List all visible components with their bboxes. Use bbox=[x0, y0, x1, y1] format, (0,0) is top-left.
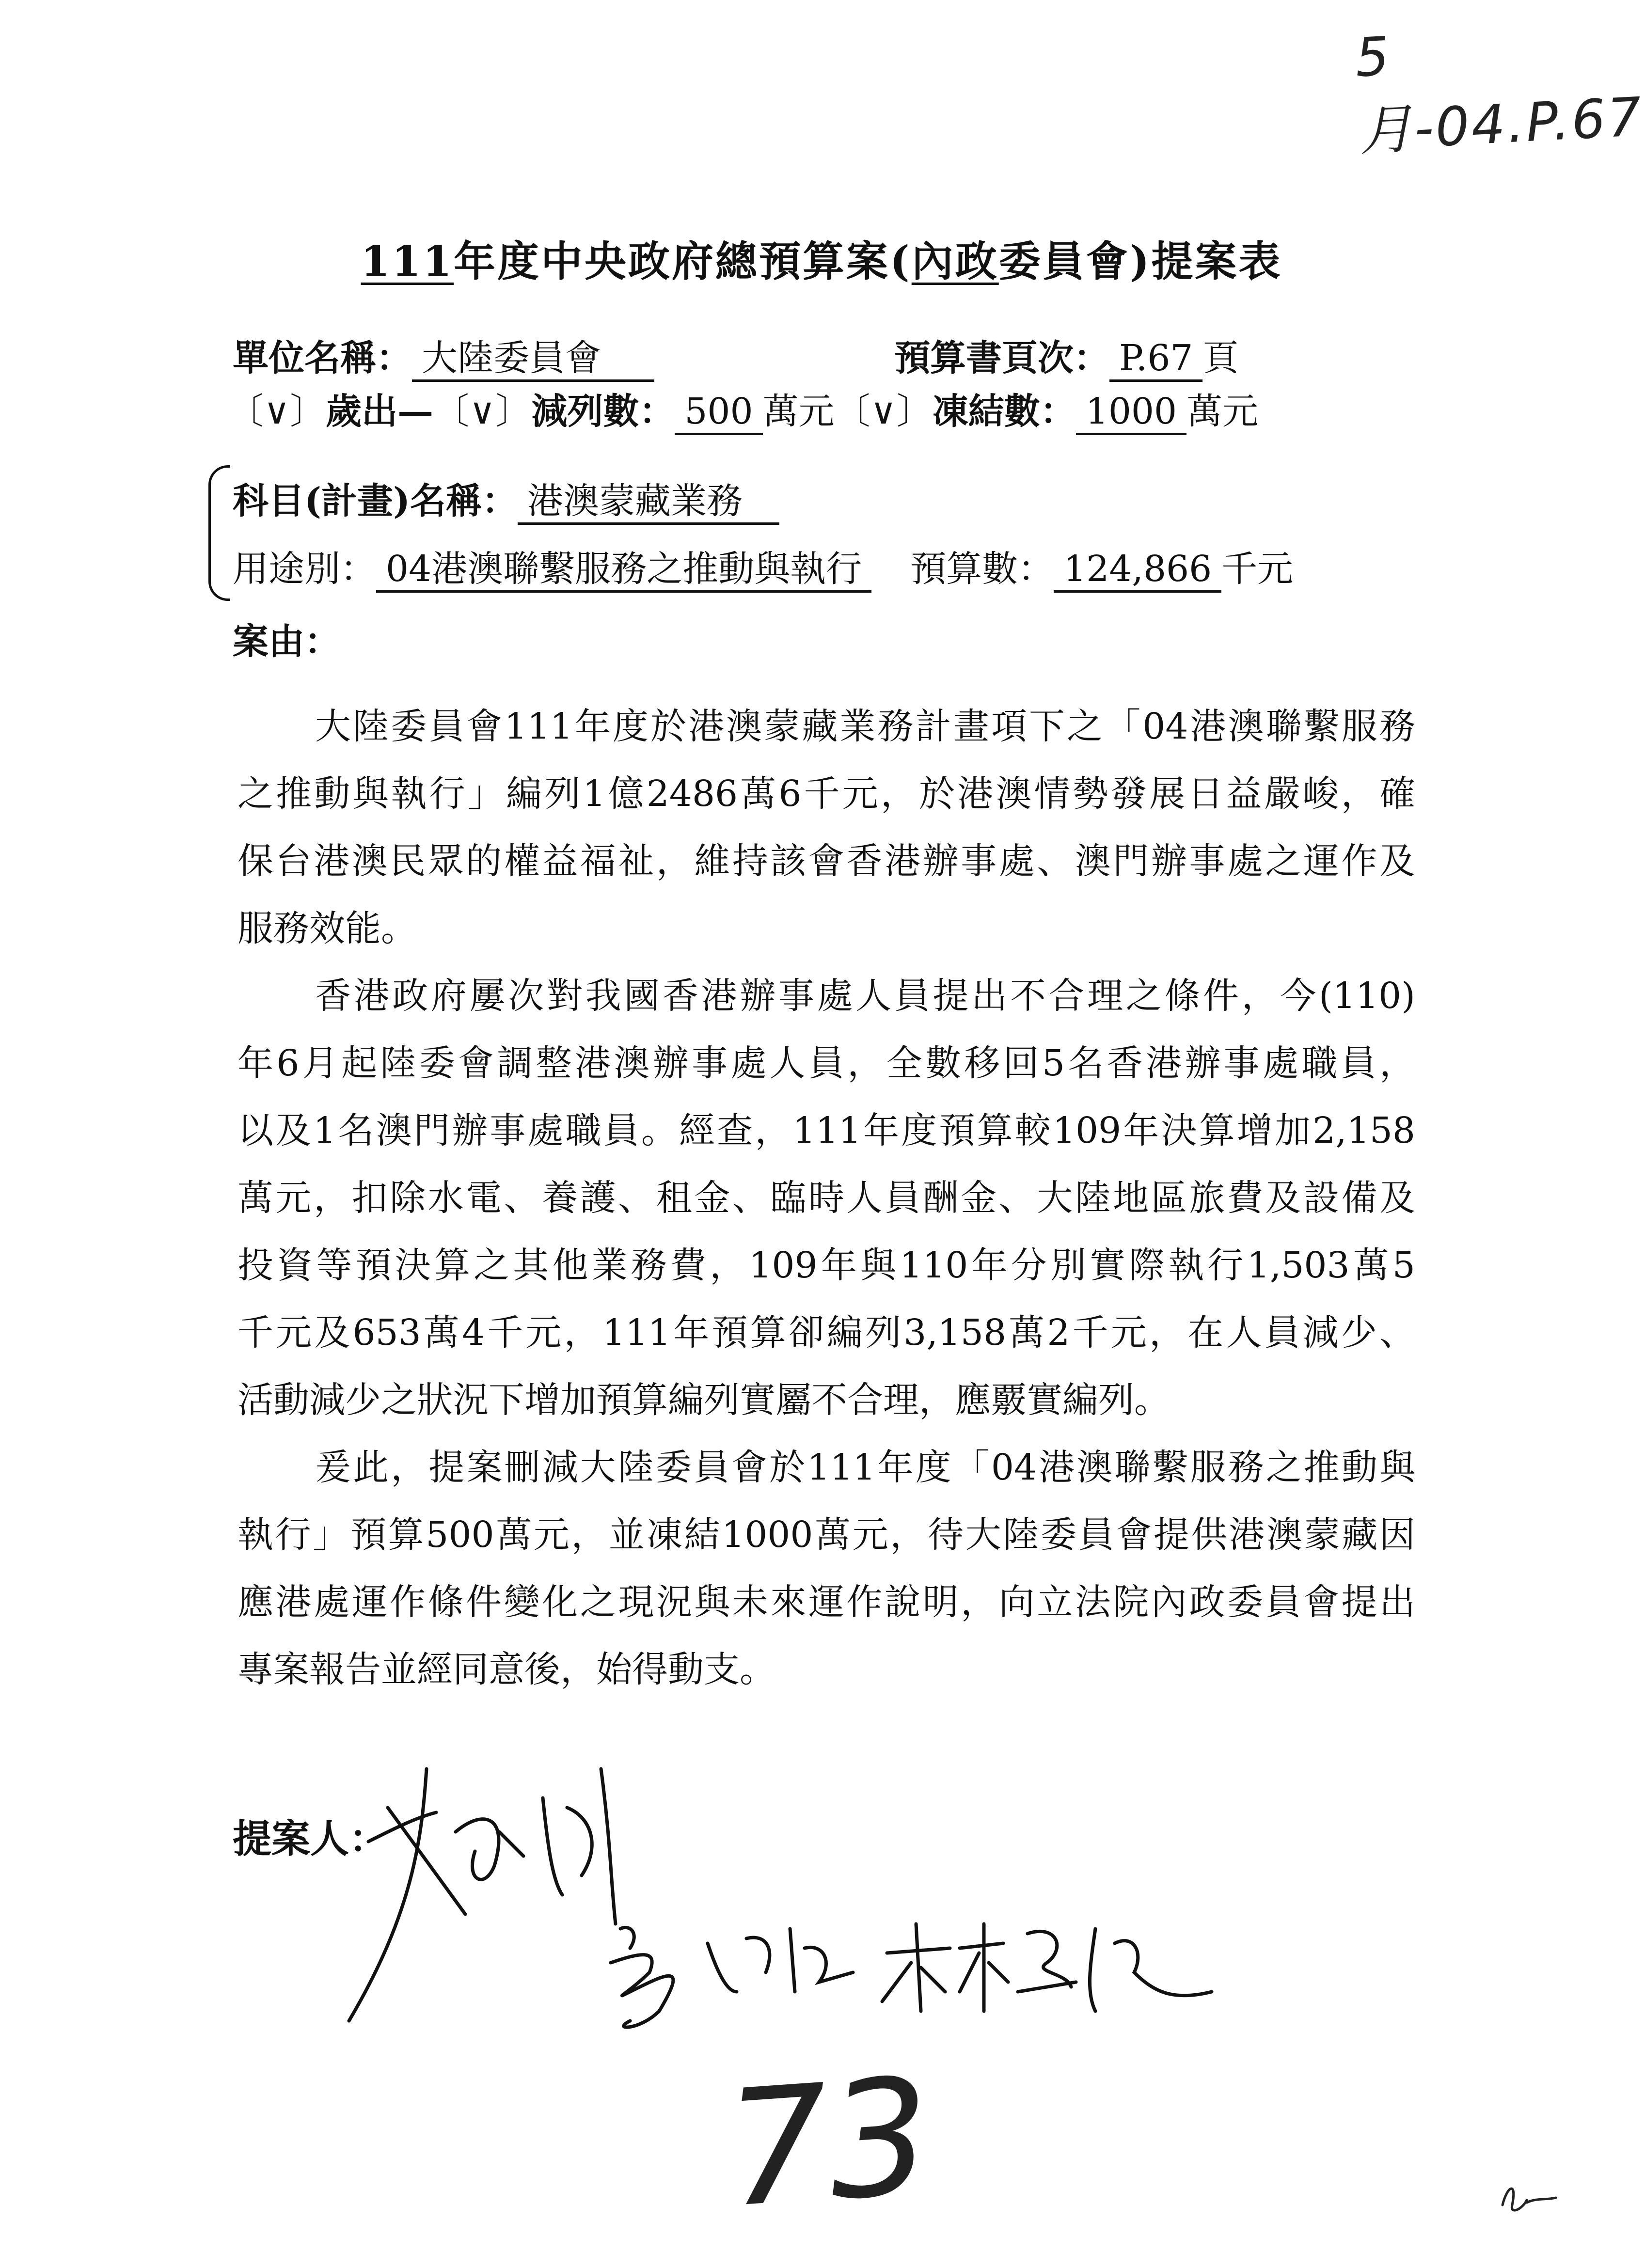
freeze-label: 凍結數： bbox=[932, 391, 1076, 432]
paragraph-line: 大陸委員會111年度於港澳蒙藏業務計畫項下之「04港澳聯繫服務 bbox=[315, 706, 1415, 747]
subject-value: 港澳蒙藏業務 bbox=[518, 483, 779, 525]
paragraph-line: 萬元，扣除水電、養護、租金、臨時人員酬金、大陸地區旅費及設備及 bbox=[237, 1177, 1415, 1219]
proposer-label: 提案人： bbox=[233, 1816, 388, 1861]
freeze-checkbox: 〔∨〕 bbox=[834, 391, 933, 432]
handwritten-page-note: 5月-04.P.67 bbox=[1353, 25, 1645, 163]
paragraph-line: 活動減少之狀況下增加預算編列實屬不合理，應覈實編列。 bbox=[237, 1379, 1170, 1421]
paragraph-line: 以及1名澳門辦事處職員。經查，111年度預算較109年決算增加2,158 bbox=[237, 1110, 1415, 1151]
title-committee: 內政 bbox=[911, 237, 999, 286]
budget-amount-label: 預算數： bbox=[910, 548, 1054, 590]
paragraph-line: 之推動與執行」編列1億2486萬6千元，於港澳情勢發展日益嚴峻，確 bbox=[237, 773, 1415, 815]
signature-3 bbox=[882, 1924, 1212, 2011]
signature-1 bbox=[349, 1769, 616, 2021]
budget-page-row bbox=[894, 330, 1238, 382]
budget-page-label: 預算書頁次： bbox=[894, 337, 1109, 379]
usage-label: 用途別： bbox=[233, 548, 376, 590]
paragraph-line: 年6月起陸委會調整港澳辦事處人員，全數移回5名香港辦事處職員， bbox=[237, 1042, 1415, 1084]
budget-page-value: P.67 bbox=[1109, 340, 1202, 382]
page-title bbox=[0, 228, 1643, 288]
usage-row bbox=[233, 540, 1293, 593]
title-year: 111 bbox=[361, 237, 454, 286]
subject-label: 科目(計畫)名稱： bbox=[233, 480, 518, 522]
paragraph-line: 保台港澳民眾的權益福祉，維持該會香港辦事處、澳門辦事處之運作及 bbox=[237, 840, 1415, 882]
handwritten-initial-mark bbox=[1493, 2176, 1566, 2220]
paragraph-line: 千元及653萬4千元，111年預算卻編列3,158萬2千元，在人員減少、 bbox=[237, 1312, 1415, 1354]
expense-label: 歲出— bbox=[326, 391, 434, 432]
expense-checkbox: 〔∨〕 bbox=[228, 391, 326, 432]
subject-row bbox=[233, 472, 779, 525]
cut-value: 500 bbox=[675, 393, 762, 435]
title-text: 年度中央政府總預算案( bbox=[454, 237, 912, 286]
signature-2 bbox=[611, 1927, 853, 2027]
cut-label: 減列數： bbox=[531, 391, 675, 432]
cut-checkbox: 〔∨〕 bbox=[433, 391, 532, 432]
freeze-unit: 萬元 bbox=[1186, 391, 1259, 432]
budget-page-suffix: 頁 bbox=[1202, 337, 1239, 379]
handwritten-number: 73 bbox=[721, 2043, 937, 2243]
unit-name-value: 大陸委員會 bbox=[412, 340, 654, 382]
paragraph-line: 專案報告並經同意後，始得動支。 bbox=[237, 1649, 775, 1690]
title-text-end: 委員會)提案表 bbox=[998, 237, 1282, 286]
proposer-signatures bbox=[339, 1720, 1551, 2084]
reason-label: 案由： bbox=[233, 621, 340, 662]
usage-value: 04港澳聯繫服務之推動與執行 bbox=[376, 551, 871, 593]
paragraph-line: 應港處運作條件變化之現況與未來運作說明，向立法院內政委員會提出 bbox=[237, 1581, 1415, 1623]
budget-amount-unit: 千元 bbox=[1221, 548, 1294, 590]
paragraph-line: 香港政府屢次對我國香港辦事處人員提出不合理之條件，今(110) bbox=[315, 975, 1415, 1017]
subject-bracket bbox=[208, 465, 230, 601]
budget-amount-value: 124,866 bbox=[1054, 551, 1221, 593]
unit-name-row bbox=[233, 330, 654, 382]
paragraph-line: 投資等預決算之其他業務費，109年與110年分別實際執行1,503萬5 bbox=[237, 1244, 1415, 1286]
amounts-row bbox=[228, 383, 1258, 435]
paragraph-line: 爰此，提案刪減大陸委員會於111年度「04港澳聯繫服務之推動與 bbox=[315, 1447, 1415, 1488]
unit-name-label: 單位名稱： bbox=[233, 337, 412, 379]
paragraph-line: 執行」預算500萬元，並凍結1000萬元，待大陸委員會提供港澳蒙藏因 bbox=[237, 1514, 1415, 1556]
freeze-value: 1000 bbox=[1076, 393, 1186, 435]
paragraph-line: 服務效能。 bbox=[237, 908, 417, 949]
cut-unit: 萬元 bbox=[762, 391, 835, 432]
reason-body bbox=[237, 693, 1415, 1703]
